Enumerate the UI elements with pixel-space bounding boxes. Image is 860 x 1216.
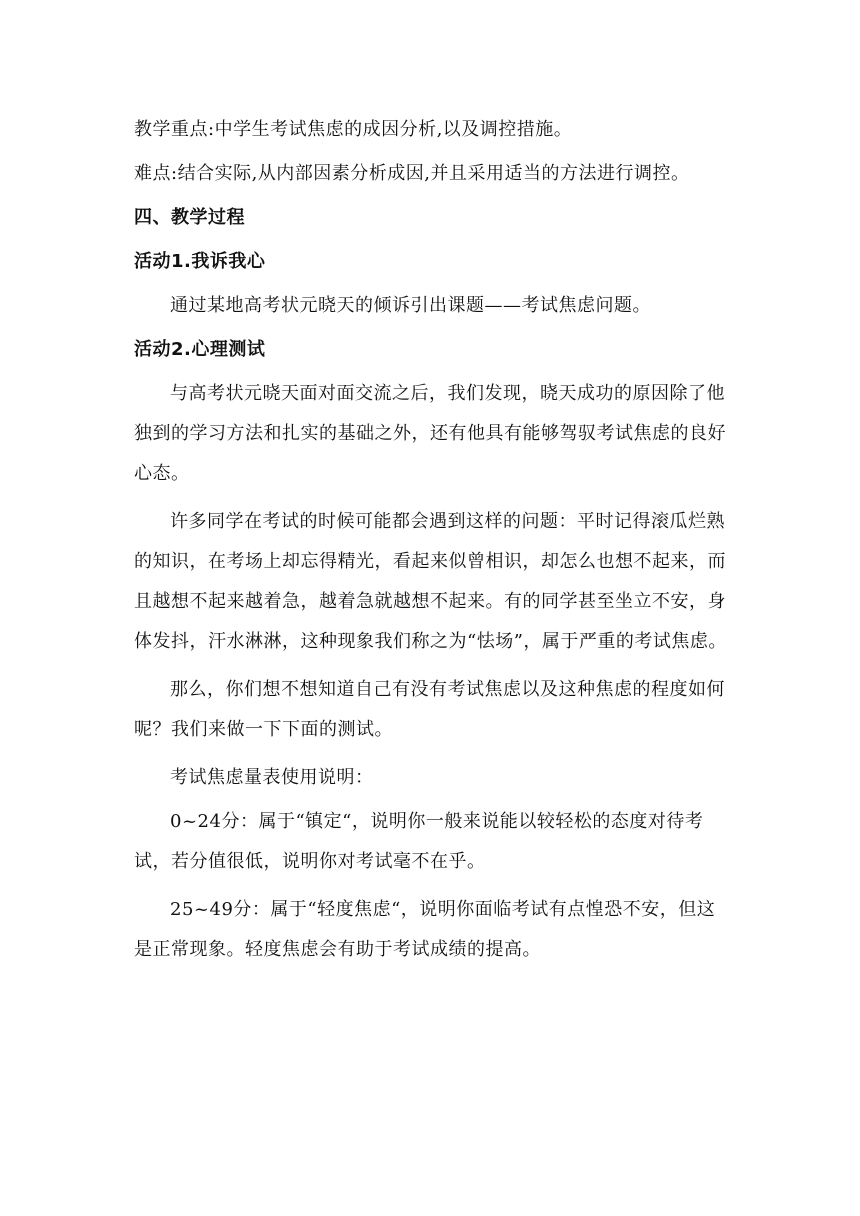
activity-2-paragraph-3: 那么，你们想不想知道自己有没有考试焦虑以及这种焦虑的程度如何呢？我们来做一下下面的测试。 bbox=[134, 679, 725, 740]
key-points-paragraph: 教学重点:中学生考试焦虑的成因分析,以及调控措施。 bbox=[134, 119, 573, 140]
activity-1-heading: 活动1.我诉我心 bbox=[134, 251, 266, 272]
activity-2-paragraph-1: 与高考状元晓天面对面交流之后，我们发现，晓天成功的原因除了他独到的学习方法和扎实的基础之外，还有他具有能够驾驭考试焦虑的良好心态。 bbox=[134, 383, 726, 484]
scale-intro-paragraph: 考试焦虑量表使用说明： bbox=[170, 767, 374, 788]
scale-25-49-paragraph: 25~49分：属于“轻度焦虑“，说明你面临考试有点惶恐不安，但这是正常现象。轻度焦虑会有助于考试成绩的提高。 bbox=[134, 899, 716, 960]
scale-0-24-paragraph: 0~24分：属于“镇定“，说明你一般来说能以较轻松的态度对待考试，若分值很低，说明你对考试毫不在乎。 bbox=[134, 811, 704, 872]
activity-2-heading: 活动2.心理测试 bbox=[134, 339, 266, 360]
difficulty-paragraph: 难点:结合实际,从内部因素分析成因,并且采用适当的方法进行调控。 bbox=[134, 163, 690, 184]
document-body bbox=[134, 110, 728, 970]
section-heading: 四、教学过程 bbox=[134, 207, 245, 228]
activity-1-paragraph: 通过某地高考状元晓天的倾诉引出课题——考试焦虑问题。 bbox=[170, 295, 651, 316]
activity-2-paragraph-2: 许多同学在考试的时候可能都会遇到这样的问题：平时记得滚瓜烂熟的知识，在考场上却忘得精光，看起来似曾相识，却怎么也想不起来，而且越想不起来越着急，越着急就越想不起来。有的同学甚至坐立不安，身体发抖，汗水淋淋，这种现象我们称之为“怯场”，属于严重的考试焦虑。 bbox=[134, 511, 727, 652]
